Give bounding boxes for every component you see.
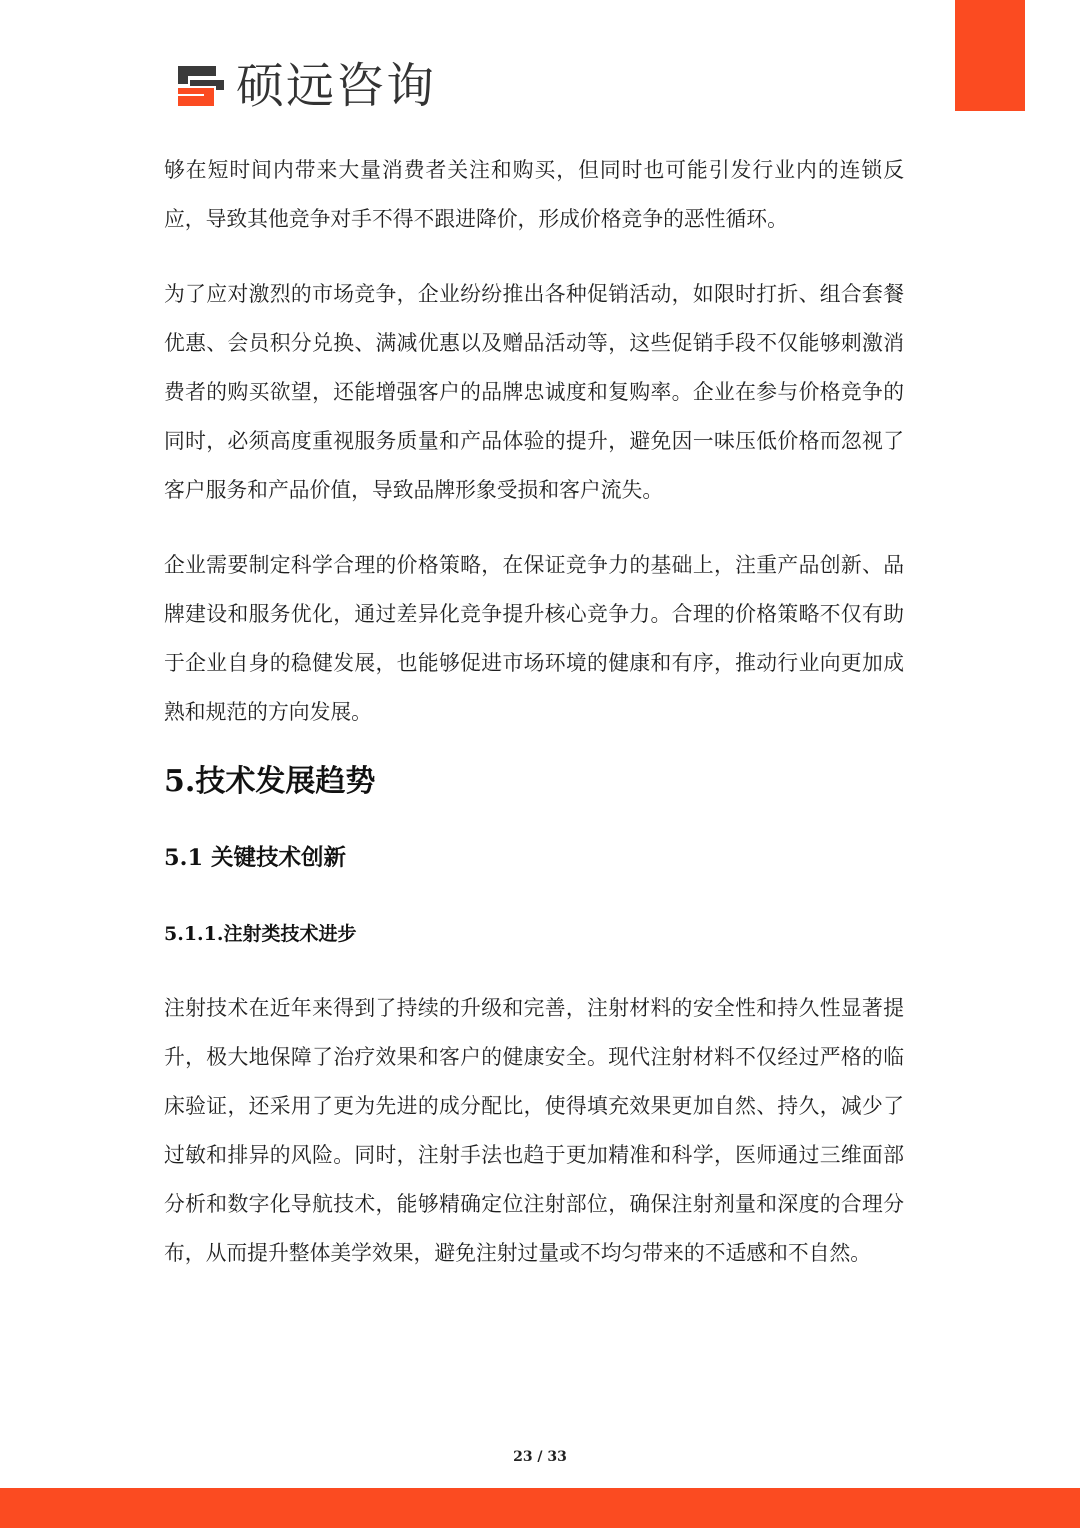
sub-subsection-heading: 5.1.1.注射类技术进步 (164, 923, 357, 945)
footer-accent-bar (0, 1488, 1080, 1528)
page-number: 23 / 33 (513, 1449, 567, 1465)
subsection-heading: 5.1 关键技术创新 (164, 845, 346, 871)
paragraph: 企业需要制定科学合理的价格策略，在保证竞争力的基础上，注重产品创新、品牌建设和服务优化，通过差异化竞争提升核心竞争力。合理的价格策略不仅有助于企业自身的稳健发展，也能够促进市场环境的健康和有序，推动行业向更加成熟和规范的方向发展。 (164, 553, 904, 724)
brand-name: 硕远咨询 (236, 58, 437, 114)
paragraph: 注射技术在近年来得到了持续的升级和完善，注射材料的安全性和持久性显著提升，极大地保障了治疗效果和客户的健康安全。现代注射材料不仅经过严格的临床验证，还采用了更为先进的成分配比，使得填充效果更加自然、持久，减少了过敏和排异的风险。同时，注射手法也趋于更加精准和科学，医师通过三维面部分析和数字化导航技术，能够精确定位注射部位，确保注射剂量和深度的合理分布，从而提升整体美学效果，避免注射过量或不均匀带来的不适感和不自然。 (164, 996, 904, 1265)
paragraph: 为了应对激烈的市场竞争，企业纷纷推出各种促销活动，如限时打折、组合套餐优惠、会员积分兑换、满减优惠以及赠品活动等，这些促销手段不仅能够刺激消费者的购买欲望，还能增强客户的品牌忠诚度和复购率。企业在参与价格竞争的同时，必须高度重视服务质量和产品体验的提升，避免因一味压低价格而忽视了客户服务和产品价值，导致品牌形象受损和客户流失。 (164, 282, 904, 502)
section-heading: 5.技术发展趋势 (164, 764, 376, 799)
corner-accent-tab (955, 0, 1025, 111)
body-text-top (164, 146, 904, 737)
brand-logo (176, 58, 436, 114)
body-text-bottom (164, 984, 904, 1278)
brand-s-logo-icon (176, 64, 226, 108)
paragraph: 够在短时间内带来大量消费者关注和购买，但同时也可能引发行业内的连锁反应，导致其他竞争对手不得不跟进降价，形成价格竞争的恶性循环。 (164, 158, 904, 231)
